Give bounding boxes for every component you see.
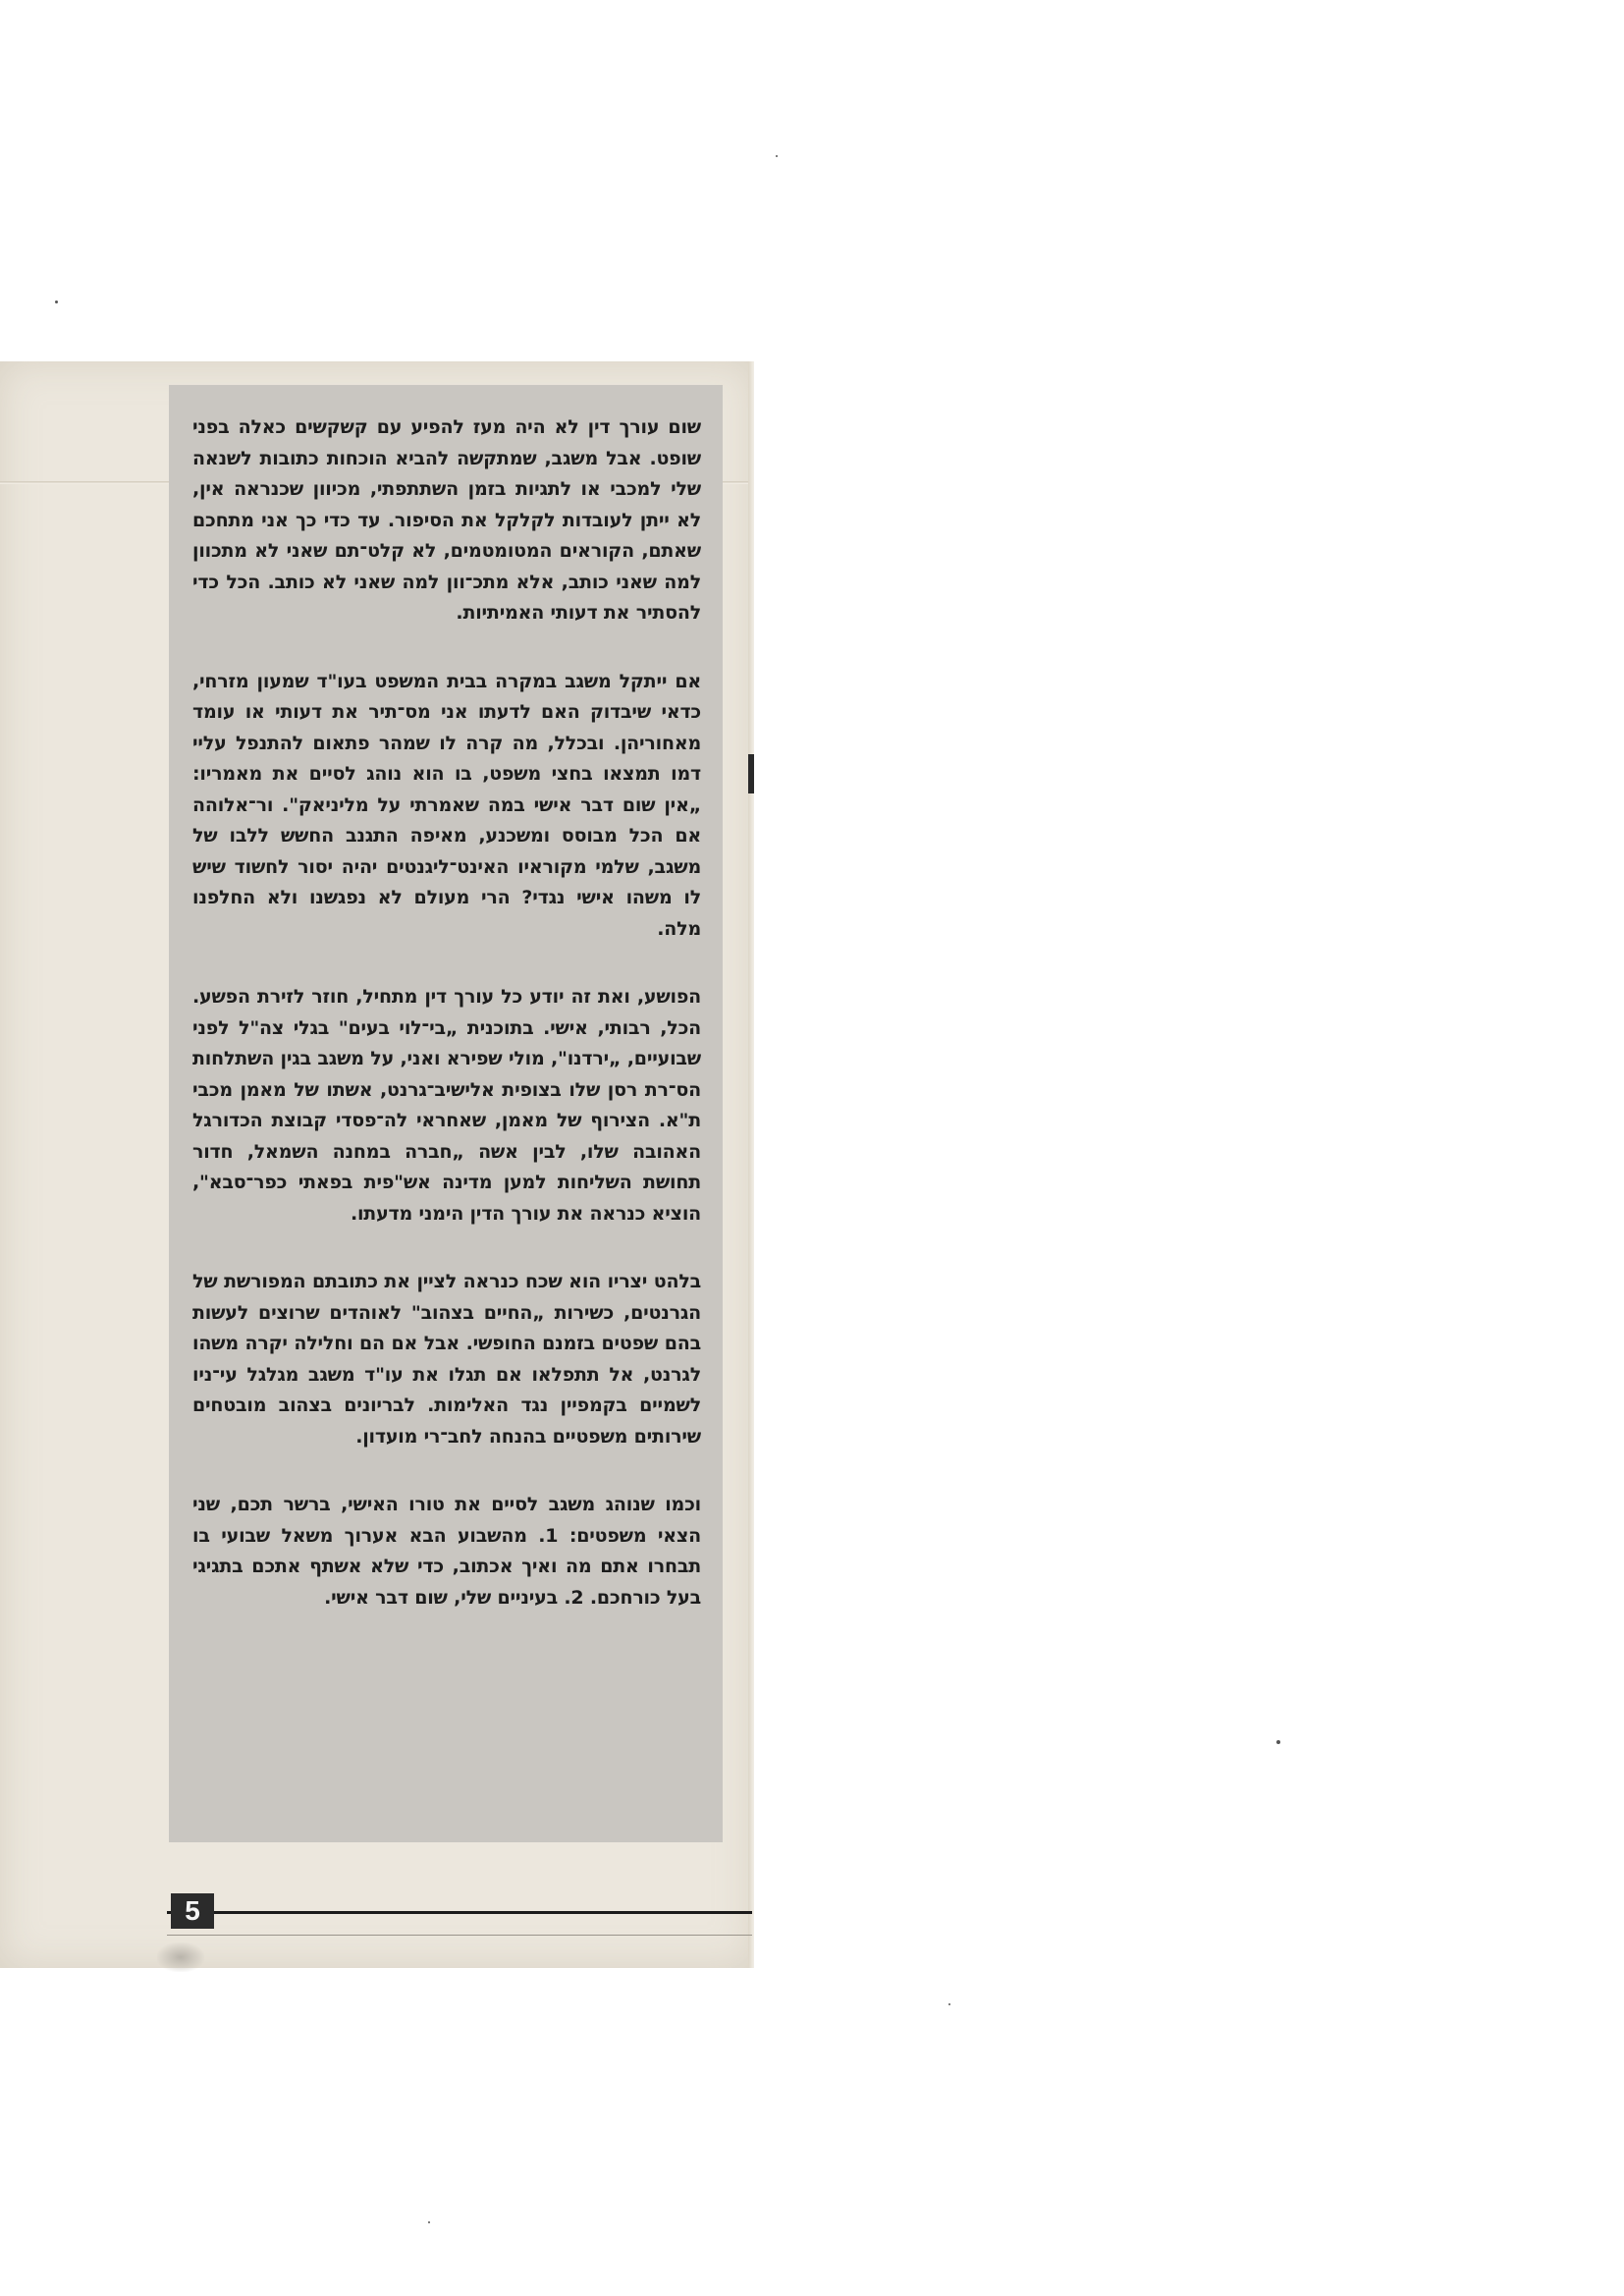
dust-speck xyxy=(1276,1740,1280,1744)
edge-ink-mark xyxy=(748,754,754,793)
page-number: 5 xyxy=(171,1893,214,1929)
article-paragraph-3: הפושע, ואת זה יודע כל עורך דין מתחיל, חוזר לזירת הפשע. הכל, רבותי, אישי. בתוכנית „בי־לוי בעים" בגלי צה"ל לפני שבועיים, „ירדנו", מולי שפירא ואני, על משגב בגין השתלחות הס־רת רסן שלו בצופית אלישיב־גרנט, אשתו של מאמן מכבי ת"א. הצירוף של מאמן, שאחראי לה־פסדי קבוצת הכדורגל האהובה שלו, לבין אשה „חברה במחנה השמאל, חדור תחושת השליחות למען מדינה אש"פית בפאתי כפר־סבא", הוציא כנראה את עורך הדין הימני מדעתו. xyxy=(192,986,701,1225)
article-column xyxy=(169,385,723,1842)
dust-speck xyxy=(428,2221,430,2223)
article-paragraph-1: שום עורך דין לא היה מעז להפיע עם קשקשים כאלה בפני שופט. אבל משגב, שמתקשה להביא הוכחות כתובות לשנאה שלי למכבי או לתגיות בזמן השתתפתי, מכיוון שכנראה אין, לא ייתן לעובדות לקלקל את הסיפור. עד כדי כך אני מתחכם שאתם, הקוראים המטומטמים, לא קלט־תם שאני לא מתכוון למה שאני כותב, אלא מתכ־וון למה שאני לא כותב. הכל כדי להסתיר את דעותי האמיתיות. xyxy=(192,416,701,624)
newspaper-clipping xyxy=(0,361,754,1968)
print-smudge xyxy=(157,1942,204,1972)
article-paragraph-2: אם ייתקל משגב במקרה בבית המשפט בעו"ד שמעון מזרחי, כדאי שיבדוק האם לדעתו אני מס־תיר את דעותי או עומד מאחוריהן. ובכלל, מה קרה לו שמהר פתאום להתנפל עליי דמו תמצאו בחצי משפט, בו הוא נוהג לסיים את מאמריו: „אין שום דבר אישי במה שאמרתי על מליניאק". ור־אלוהה אם הכל מבוסס ומשכנע, מאיפה התגנב החשש ללבו של משגב, שלמי מקוראיו האינט־ליגנטים יהיה יסור לחשוד שיש לו משהו אישי נגדי? הרי מעולם לא נפגשנו ולא החלפנו מלה. xyxy=(192,670,701,940)
article-paragraph-4: בלהט יצריו הוא שכח כנראה לציין את כתובתם המפורשת של הגרנטים, כשירות „החיים בצהוב" לאוהדים שרוצים לעשות בהם שפטים בזמנם החופשי. אבל אם הם וחלילה יקרה משהו לגרנט, אל תתפלאו אם תגלו את עו"ד משגב מגלגל עי־ניו לשמיים בקמפיין נגד האלימות. לבריונים בצהוב מובטחים שירותים משפטיים בהנחה לחב־רי מועדון. xyxy=(192,1271,701,1448)
footer-sub-rule xyxy=(167,1935,752,1936)
dust-speck xyxy=(948,2003,950,2005)
dust-speck xyxy=(55,301,58,303)
footer-rule xyxy=(167,1911,752,1914)
clipping-edge xyxy=(748,361,754,1968)
article-paragraph-5: וכמו שנוהג משגב לסיים את טורו האישי, ברשר תכם, שני הצאי משפטים: 1. מהשבוע הבא אערוך משאל שבועי בו תבחרו אתם מה ואיך אכתוב, כדי שלא אשתף אתכם בתגיגי בעל כורחכם. 2. בעיניים שלי, שום דבר אישי. xyxy=(192,1494,701,1609)
dust-speck xyxy=(776,155,778,157)
